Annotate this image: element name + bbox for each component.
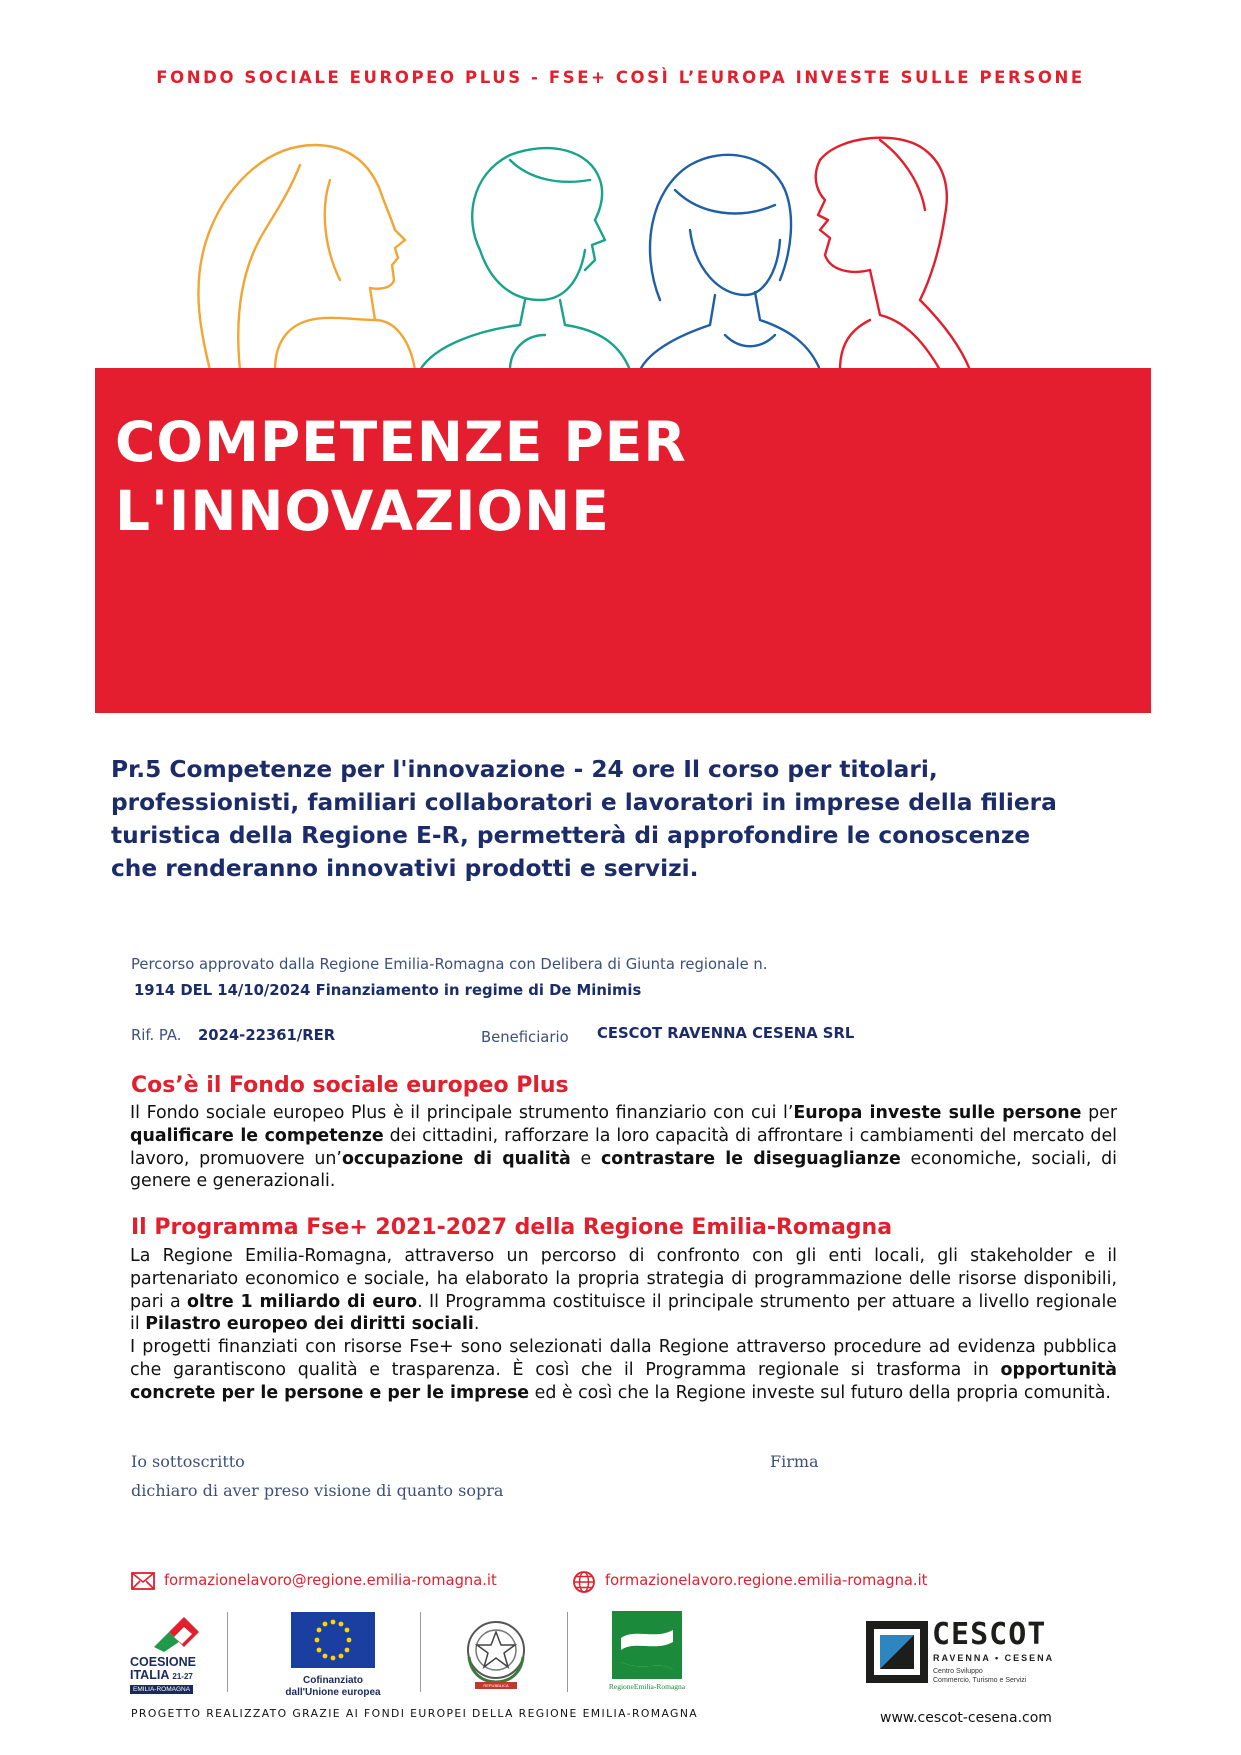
logo-divider [567, 1612, 568, 1692]
coesione-logo-mark [144, 1612, 204, 1652]
beneficiario-value: CESCOT RAVENNA CESENA SRL [597, 1025, 855, 1042]
people-illustration [180, 120, 1040, 370]
person-outline-teal [420, 148, 630, 370]
approval-line1: Percorso approvato dalla Regione Emilia-Romagna con Delibera di Giunta regionale n. [131, 956, 768, 973]
section1-heading: Cos’è il Fondo sociale europeo Plus [131, 1073, 569, 1098]
section2-heading: Il Programma Fse+ 2021-2027 della Regione Emilia-Romagna [131, 1215, 893, 1240]
course-title-line1: COMPETENZE PER [115, 410, 687, 474]
course-title-line2: L'INNOVAZIONE [115, 479, 610, 543]
person-outline-blue [640, 155, 820, 370]
declaration-text: dichiaro di aver preso visione di quanto sopra [131, 1481, 504, 1500]
section1-paragraph: Il Fondo sociale europeo Plus è il principale strumento finanziario con cui l’Europa investe sulle persone per qualificare le competenze dei cittadini, rafforzare la loro capacità di affrontare i cambiamenti del mercato del lavoro, promuovere un’occupazione di qualità e contrastare le diseguaglianze economiche, sociali, di genere e generazionali. [130, 1103, 1118, 1192]
italian-emblem-logo [461, 1612, 531, 1697]
eu-line2: dall'Unione europea [285, 1687, 381, 1698]
person-outline-red [816, 138, 970, 370]
cescot-sub: RAVENNA • CESENA [933, 1653, 1055, 1663]
globe-icon [572, 1570, 596, 1594]
course-intro: Pr.5 Competenze per l'innovazione - 24 ore Il corso per titolari, professionisti, familiari collaboratori e lavoratori in imprese della filiera turistica della Regione E-R, permetterà di approfondire le conoscenze che renderanno innovativi prodotti e servizi. [111, 756, 1057, 882]
rif-label: Rif. PA. [131, 1027, 182, 1044]
person-outline-orange [198, 145, 415, 370]
cescot-logo [866, 1617, 1066, 1697]
email-link[interactable]: formazionelavoro@regione.emilia-romagna.it [164, 1572, 497, 1589]
regione-emilia-romagna-logo [608, 1610, 686, 1700]
website-link[interactable]: formazionelavoro.regione.emilia-romagna.it [605, 1572, 928, 1589]
section2-paragraph: La Regione Emilia-Romagna, attraverso un percorso di confronto con gli enti locali, gli stakeholder e il partenariato economico e sociale, ha elaborato la propria strategia di programmazione delle risorse disponibili, pari a oltre 1 miliardo di euro. Il Programma costituisce il principale strumento per attuare a livello regionale il Pilastro europeo dei diritti sociali. I progetti finanziati con risorse Fse+ sono selezionati dalla Regione attraverso procedure ad evidenza pubblica che garantiscono qualità e trasparenza. È così che il Programma regionale si trasforma in opportunità concrete per le persone e per le imprese ed è così che la Regione investe sul futuro della propria comunità. [130, 1246, 1117, 1403]
rif-value: 2024-22361/RER [198, 1027, 336, 1044]
coesione-line1: COESIONE [130, 1655, 196, 1669]
envelope-icon [131, 1572, 155, 1590]
cescot-desc2: Commercio, Turismo e Servizi [933, 1677, 1027, 1684]
coesione-italia-logo [130, 1612, 205, 1697]
eu-flag-icon [291, 1612, 375, 1668]
regione-logo-icon [611, 1610, 683, 1680]
logo-divider [227, 1612, 228, 1692]
project-note: PROGETTO REALIZZATO GRAZIE AI FONDI EUROPEI DELLA REGIONE EMILIA-ROMAGNA [131, 1707, 699, 1720]
regione-text: RegioneEmilia-Romagna [608, 1682, 686, 1691]
eu-line1: Cofinanziato [303, 1675, 363, 1686]
cescot-desc1: Centro Sviluppo [933, 1668, 983, 1675]
undersigned-label: Io sottoscritto [131, 1452, 245, 1471]
course-title [115, 408, 687, 546]
coesione-years: 21-27 [172, 1672, 193, 1681]
cescot-name: CESCOT [932, 1617, 1047, 1652]
approval-line2: 1914 DEL 14/10/2024 Finanziamento in regime di De Minimis [134, 982, 642, 999]
cescot-url[interactable]: www.cescot-cesena.com [880, 1710, 1052, 1726]
beneficiario-label: Beneficiario [481, 1029, 569, 1046]
header-tagline: FONDO SOCIALE EUROPEO PLUS - FSE+ COSÌ L’EUROPA INVESTE SULLE PERSONE [156, 68, 1085, 87]
logo-divider [420, 1612, 421, 1692]
cescot-mark-icon [866, 1621, 928, 1683]
emblem-text: REPUBBLICA ITALIANA [483, 1683, 509, 1693]
coesione-line2: ITALIA [130, 1668, 169, 1682]
eu-cofinanced-logo [283, 1612, 393, 1702]
signature-label: Firma [770, 1452, 819, 1471]
coesione-region: EMILIA-ROMAGNA [130, 1685, 193, 1694]
